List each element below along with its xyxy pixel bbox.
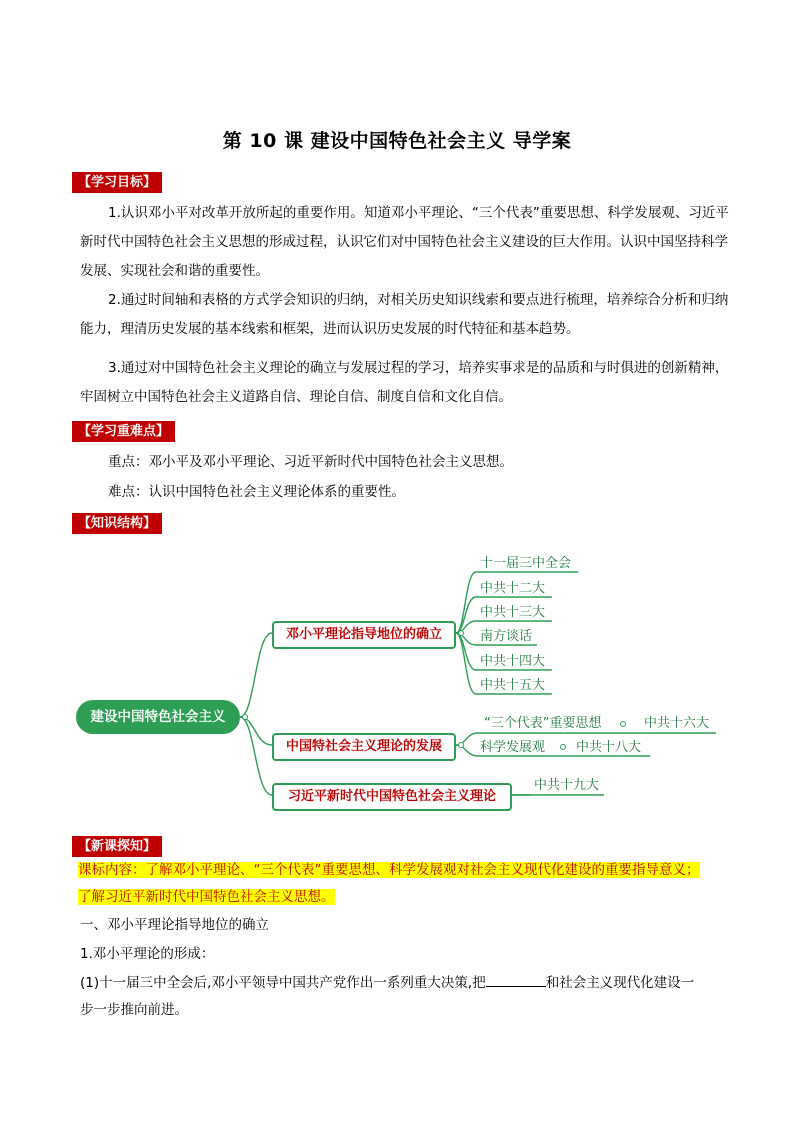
mindmap-leaf: 南方谈话: [480, 629, 533, 644]
mindmap-leaf: 十一届三中全会: [480, 556, 572, 571]
fill-in-blank[interactable]: [486, 974, 546, 987]
mindmap-leaf: 中共十六大: [644, 716, 710, 731]
mindmap-branch-development: 中国特社会主义理论的发展: [272, 733, 456, 761]
structure-tag: 【知识结构】: [72, 513, 162, 534]
objective-1: 1.认识邓小平对改革开放所起的重要作用。知道邓小平理论、“三个代表”重要思想、科学发展观、习近平新时代中国特色社会主义思想的形成过程，认识它们对中国特色社会主义建设的巨大作用。认识中国坚持科学发展、实现社会和谐的重要性。: [80, 205, 729, 279]
objectives-tag: 【学习目标】: [72, 172, 162, 193]
mindmap-leaf: 中共十八大: [576, 740, 642, 755]
mindmap-root: 建设中国特色社会主义: [76, 700, 240, 734]
page-title: 第 10 课 建设中国特色社会主义 导学案: [222, 130, 572, 152]
mindmap-leaf: 中共十九大: [534, 778, 600, 793]
new-lesson-tag: 【新课探知】: [72, 836, 162, 857]
curriculum-standard-line-2: 了解习近平新时代中国特色社会主义思想。: [78, 889, 335, 905]
mindmap-branch-deng: 邓小平理论指导地位的确立: [272, 621, 456, 649]
key-points-tag: 【学习重难点】: [72, 421, 175, 442]
key-point: 重点：邓小平及邓小平理论、习近平新时代中国特色社会主义思想。: [108, 454, 513, 470]
heading-subsection-1: 1.邓小平理论的形成：: [80, 946, 215, 962]
mindmap-leaf: “三个代表”重要思想: [484, 716, 602, 731]
mindmap-leaf: 中共十四大: [480, 654, 546, 669]
objective-3: 3.通过对中国特色社会主义理论的确立与发展过程的学习，培养实事求是的品质和与时俱进的创新精神，牢固树立中国特色社会主义道路自信、理论自信、制度自信和文化自信。: [80, 360, 729, 405]
difficult-point: 难点：认识中国特色社会主义理论体系的重要性。: [108, 484, 405, 500]
mindmap-branch-xi: 习近平新时代中国特色社会主义理论: [272, 783, 512, 811]
mindmap-leaf: 中共十五大: [480, 678, 546, 693]
mindmap-leaf: 科学发展观: [480, 740, 546, 755]
mindmap-leaf: 中共十二大: [480, 581, 546, 596]
question-item-1-cont: 步一步推向前进。: [80, 1002, 188, 1018]
heading-section-1: 一、邓小平理论指导地位的确立: [80, 917, 269, 933]
curriculum-standard-line-1: 课标内容：了解邓小平理论、“三个代表”重要思想、科学发展观对社会主义现代化建设的重要指导意义；: [78, 862, 700, 878]
question-item-1: (1)十一届三中全会后,邓小平领导中国共产党作出一系列重大决策,把 和社会主义现代化建设一: [80, 975, 695, 991]
objective-2: 2.通过时间轴和表格的方式学会知识的归纳，对相关历史知识线索和要点进行梳理，培养综合分析和归纳能力，理清历史发展的基本线索和框架，进而认识历史发展的时代特征和基本趋势。: [80, 292, 729, 337]
mindmap-leaf: 中共十三大: [480, 605, 546, 620]
